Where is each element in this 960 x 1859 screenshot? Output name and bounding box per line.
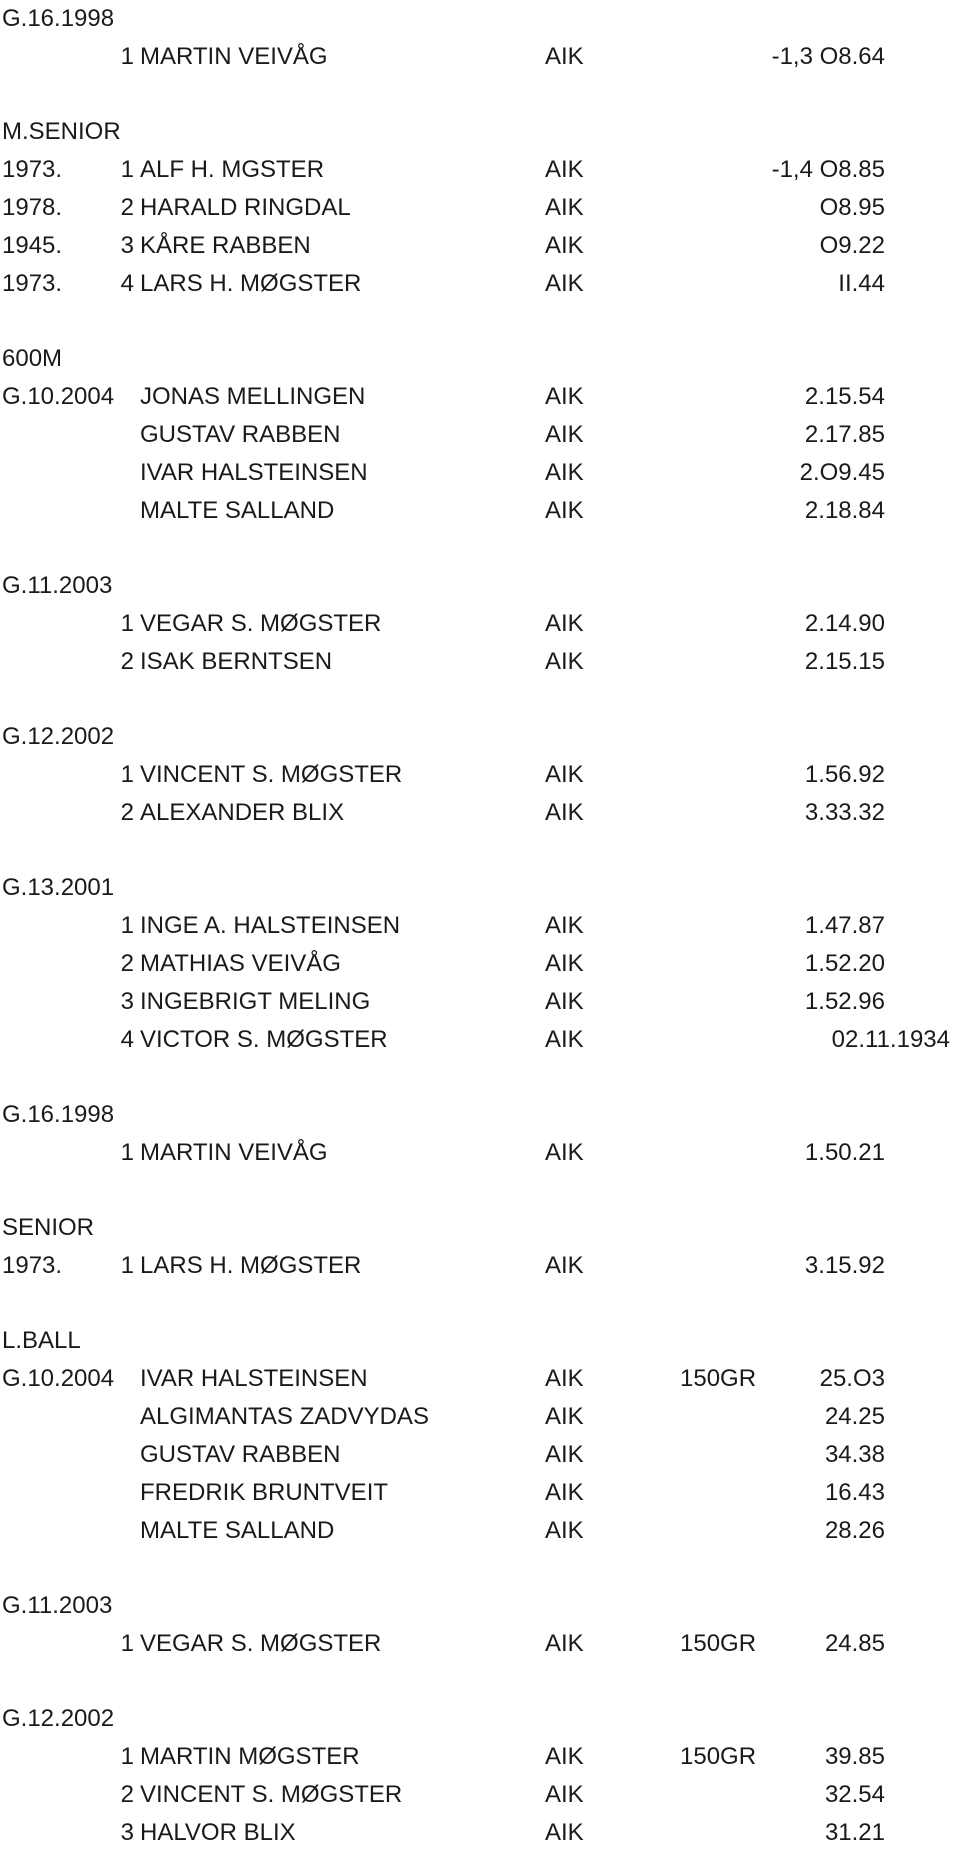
place-number: 2 bbox=[120, 950, 134, 977]
athlete-name: FREDRIK BRUNTVEIT bbox=[140, 1479, 389, 1506]
athlete-name: MARTIN VEIVÅG bbox=[140, 43, 328, 70]
place-number: 1 bbox=[120, 156, 134, 183]
group-label: M.SENIOR bbox=[2, 118, 121, 145]
place-number: 4 bbox=[120, 270, 134, 297]
group-label: 1973. bbox=[2, 1252, 63, 1279]
group-label: G.12.2002 bbox=[2, 723, 115, 750]
group-label: SENIOR bbox=[2, 1214, 95, 1241]
result-value: 2.14.90 bbox=[804, 610, 885, 637]
athlete-name: JONAS MELLINGEN bbox=[140, 383, 366, 410]
group-label: 1973. bbox=[2, 270, 63, 297]
club-name: AIK bbox=[545, 232, 584, 259]
result-value: 25.O3 bbox=[819, 1365, 885, 1392]
athlete-name: HALVOR BLIX bbox=[140, 1819, 296, 1846]
club-name: AIK bbox=[545, 1517, 584, 1544]
group-label: G.13.2001 bbox=[2, 874, 115, 901]
athlete-name: VEGAR S. MØGSTER bbox=[140, 610, 382, 637]
result-row bbox=[0, 227, 960, 265]
athlete-name: ALGIMANTAS ZADVYDAS bbox=[140, 1403, 429, 1430]
result-row bbox=[0, 1436, 960, 1474]
club-name: AIK bbox=[545, 194, 584, 221]
athlete-name: GUSTAV RABBEN bbox=[140, 1441, 341, 1468]
place-number: 1 bbox=[120, 1630, 134, 1657]
place-number: 1 bbox=[120, 43, 134, 70]
section-header bbox=[0, 869, 960, 907]
place-number: 1 bbox=[120, 1139, 134, 1166]
club-name: AIK bbox=[545, 459, 584, 486]
result-row bbox=[0, 1360, 960, 1398]
result-value: 1.52.96 bbox=[804, 988, 885, 1015]
club-name: AIK bbox=[545, 1252, 584, 1279]
implement-weight: 150GR bbox=[680, 1630, 757, 1657]
result-value: 1.50.21 bbox=[804, 1139, 885, 1166]
result-row bbox=[0, 643, 960, 681]
result-value: 32.54 bbox=[824, 1781, 885, 1808]
result-row bbox=[0, 983, 960, 1021]
club-name: AIK bbox=[545, 270, 584, 297]
result-row bbox=[0, 756, 960, 794]
club-name: AIK bbox=[545, 1781, 584, 1808]
athlete-name: INGEBRIGT MELING bbox=[140, 988, 371, 1015]
athlete-name: ISAK BERNTSEN bbox=[140, 648, 333, 675]
athlete-name: VINCENT S. MØGSTER bbox=[140, 1781, 403, 1808]
place-number: 1 bbox=[120, 1743, 134, 1770]
result-value: -1,4 O8.85 bbox=[771, 156, 885, 183]
place-number: 1 bbox=[120, 912, 134, 939]
result-row bbox=[0, 189, 960, 227]
place-number: 3 bbox=[120, 988, 134, 1015]
place-number: 3 bbox=[120, 1819, 134, 1846]
club-name: AIK bbox=[545, 156, 584, 183]
place-number: 2 bbox=[120, 194, 134, 221]
group-label: G.16.1998 bbox=[2, 1101, 115, 1128]
result-row bbox=[0, 1398, 960, 1436]
result-row bbox=[0, 794, 960, 832]
club-name: AIK bbox=[545, 1743, 584, 1770]
section-header bbox=[0, 1587, 960, 1625]
result-value: O8.95 bbox=[819, 194, 885, 221]
athlete-name: ALF H. MGSTER bbox=[140, 156, 325, 183]
group-label: 1945. bbox=[2, 232, 63, 259]
club-name: AIK bbox=[545, 1819, 584, 1846]
result-row bbox=[0, 907, 960, 945]
implement-weight: 150GR bbox=[680, 1365, 757, 1392]
club-name: AIK bbox=[545, 761, 584, 788]
result-value: 3.15.92 bbox=[804, 1252, 885, 1279]
result-row bbox=[0, 151, 960, 189]
group-label: G.10.2004 bbox=[2, 383, 115, 410]
section-header bbox=[0, 113, 960, 151]
athlete-name: LARS H. MØGSTER bbox=[140, 270, 362, 297]
result-value: 2.15.54 bbox=[804, 383, 885, 410]
club-name: AIK bbox=[545, 1365, 584, 1392]
result-value: O9.22 bbox=[819, 232, 885, 259]
athlete-name: MALTE SALLAND bbox=[140, 1517, 335, 1544]
athlete-name: MARTIN MØGSTER bbox=[140, 1743, 360, 1770]
club-name: AIK bbox=[545, 950, 584, 977]
athlete-name: HARALD RINGDAL bbox=[140, 194, 351, 221]
place-number: 4 bbox=[120, 1026, 134, 1053]
group-label: G.10.2004 bbox=[2, 1365, 115, 1392]
club-name: AIK bbox=[545, 799, 584, 826]
section-header bbox=[0, 567, 960, 605]
section-header bbox=[0, 718, 960, 756]
result-value: 24.25 bbox=[824, 1403, 885, 1430]
place-number: 2 bbox=[120, 1781, 134, 1808]
athlete-name: MALTE SALLAND bbox=[140, 497, 335, 524]
result-row bbox=[0, 605, 960, 643]
result-row bbox=[0, 945, 960, 983]
athlete-name: GUSTAV RABBEN bbox=[140, 421, 341, 448]
result-row bbox=[0, 1021, 960, 1059]
result-row bbox=[0, 1134, 960, 1172]
section-header bbox=[0, 1096, 960, 1134]
result-value: 1.52.20 bbox=[804, 950, 885, 977]
athlete-name: INGE A. HALSTEINSEN bbox=[140, 912, 401, 939]
result-value: 1.47.87 bbox=[804, 912, 885, 939]
result-value: 39.85 bbox=[824, 1743, 885, 1770]
section-header bbox=[0, 1700, 960, 1738]
result-value: II.44 bbox=[838, 270, 885, 297]
group-label: 1978. bbox=[2, 194, 63, 221]
result-value: 2.18.84 bbox=[804, 497, 885, 524]
result-value: 34.38 bbox=[824, 1441, 885, 1468]
group-label: 1973. bbox=[2, 156, 63, 183]
implement-weight: 150GR bbox=[680, 1743, 757, 1770]
club-name: AIK bbox=[545, 1479, 584, 1506]
result-row bbox=[0, 1625, 960, 1663]
place-number: 1 bbox=[120, 1252, 134, 1279]
result-row bbox=[0, 1512, 960, 1550]
result-value: 16.43 bbox=[824, 1479, 885, 1506]
place-number: 1 bbox=[120, 610, 134, 637]
place-number: 2 bbox=[120, 799, 134, 826]
section-header bbox=[0, 1322, 960, 1360]
athlete-name: MATHIAS VEIVÅG bbox=[140, 950, 341, 977]
result-value: 3.33.32 bbox=[804, 799, 885, 826]
club-name: AIK bbox=[545, 1441, 584, 1468]
result-row bbox=[0, 378, 960, 416]
group-label: G.11.2003 bbox=[2, 572, 113, 599]
result-row bbox=[0, 38, 960, 76]
athlete-name: LARS H. MØGSTER bbox=[140, 1252, 362, 1279]
club-name: AIK bbox=[545, 648, 584, 675]
place-number: 1 bbox=[120, 761, 134, 788]
group-label: L.BALL bbox=[2, 1327, 81, 1354]
group-label: G.16.1998 bbox=[2, 5, 115, 32]
group-label: G.12.2002 bbox=[2, 1705, 115, 1732]
place-number: 3 bbox=[120, 232, 134, 259]
result-value: -1,3 O8.64 bbox=[771, 43, 885, 70]
group-label: G.11.2003 bbox=[2, 1592, 113, 1619]
club-name: AIK bbox=[545, 1026, 584, 1053]
result-value: 2.O9.45 bbox=[799, 459, 885, 486]
athlete-name: MARTIN VEIVÅG bbox=[140, 1139, 328, 1166]
group-label: 600M bbox=[2, 345, 63, 372]
club-name: AIK bbox=[545, 43, 584, 70]
athlete-name: ALEXANDER BLIX bbox=[140, 799, 345, 826]
club-name: AIK bbox=[545, 1630, 584, 1657]
result-value: 2.17.85 bbox=[804, 421, 885, 448]
result-row bbox=[0, 1776, 960, 1814]
result-row bbox=[0, 1738, 960, 1776]
result-value: 1.56.92 bbox=[804, 761, 885, 788]
place-number: 2 bbox=[120, 648, 134, 675]
result-value: 2.15.15 bbox=[804, 648, 885, 675]
athlete-name: VEGAR S. MØGSTER bbox=[140, 1630, 382, 1657]
section-header bbox=[0, 340, 960, 378]
result-row bbox=[0, 416, 960, 454]
club-name: AIK bbox=[545, 1403, 584, 1430]
club-name: AIK bbox=[545, 988, 584, 1015]
athlete-name: IVAR HALSTEINSEN bbox=[140, 459, 368, 486]
result-value: 31.21 bbox=[824, 1819, 885, 1846]
result-row bbox=[0, 1474, 960, 1512]
athlete-name: IVAR HALSTEINSEN bbox=[140, 1365, 368, 1392]
section-header bbox=[0, 1209, 960, 1247]
result-row bbox=[0, 454, 960, 492]
club-name: AIK bbox=[545, 497, 584, 524]
athlete-name: KÅRE RABBEN bbox=[140, 232, 311, 259]
club-name: AIK bbox=[545, 912, 584, 939]
section-header bbox=[0, 0, 960, 38]
result-value: 24.85 bbox=[824, 1630, 885, 1657]
club-name: AIK bbox=[545, 421, 584, 448]
result-value: 02.11.1934 bbox=[831, 1026, 950, 1053]
athlete-name: VINCENT S. MØGSTER bbox=[140, 761, 403, 788]
result-value: 28.26 bbox=[824, 1517, 885, 1544]
club-name: AIK bbox=[545, 1139, 584, 1166]
club-name: AIK bbox=[545, 610, 584, 637]
athlete-name: VICTOR S. MØGSTER bbox=[140, 1026, 388, 1053]
club-name: AIK bbox=[545, 383, 584, 410]
result-row bbox=[0, 1247, 960, 1285]
result-row bbox=[0, 265, 960, 303]
result-row bbox=[0, 492, 960, 530]
result-row bbox=[0, 1814, 960, 1852]
